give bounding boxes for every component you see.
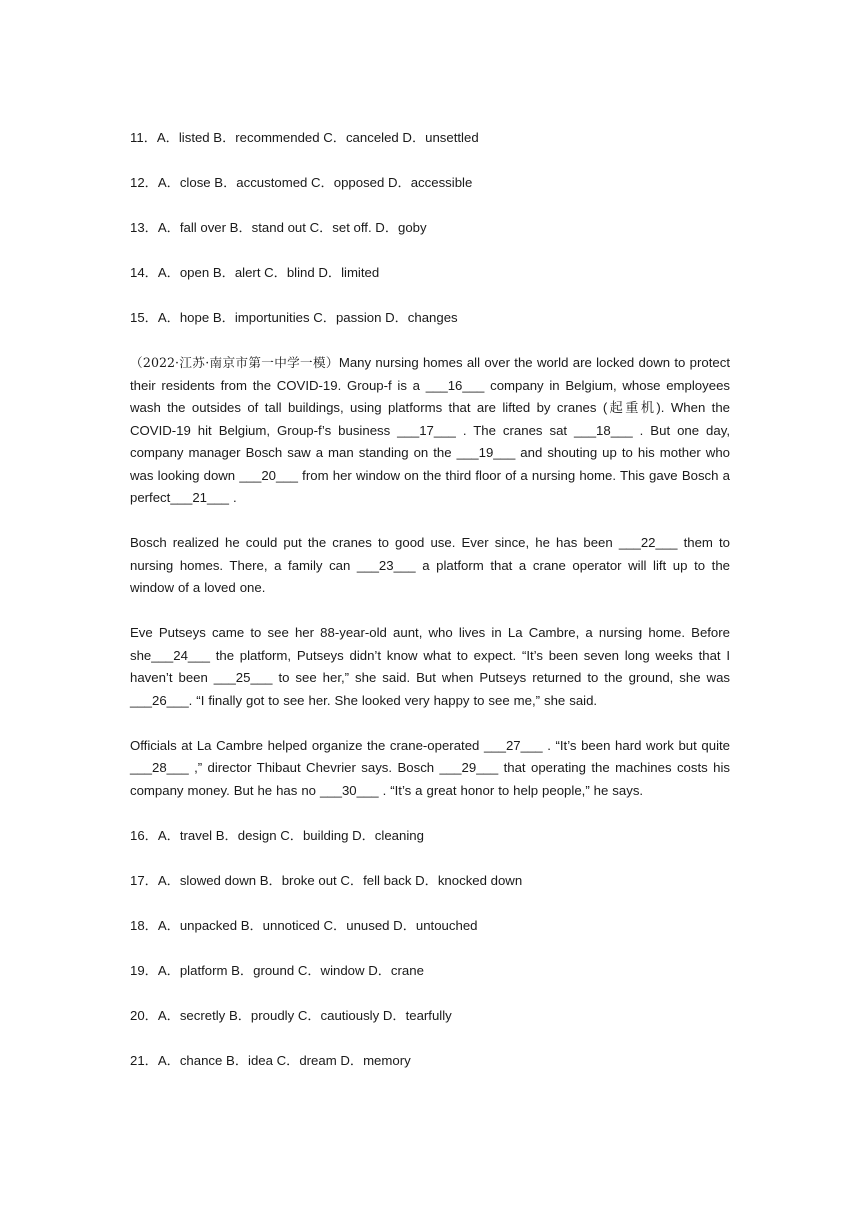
- question-options-20: 20．A．secretly B．proudly C．cautiously D．tearfully: [130, 1007, 452, 1023]
- passage-paragraph-1: [130, 352, 730, 510]
- question-options-14: 14．A．open B．alert C．blind D．limited: [130, 265, 380, 280]
- question-options-19: 19．A．platform B．ground C．window D．crane: [130, 962, 424, 978]
- question-options-12: 12．A．close B．accustomed C．opposed D．accessible: [130, 175, 473, 190]
- question-options-17: 17．A．slowed down B．broke out C．fell back D．knocked down: [130, 872, 523, 888]
- question-options-11: 11．A．listed B．recommended C．canceled D．unsettled: [130, 130, 479, 145]
- question-options-21: 21．A．chance B．idea C．dream D．memory: [130, 1052, 411, 1068]
- question-options-13: 13．A．fall over B．stand out C．set off. D．goby: [130, 220, 427, 235]
- question-options-16: 16．A．travel B．design C．building D．cleaning: [130, 827, 424, 843]
- passage-paragraph-3: Eve Putseys came to see her 88-year-old aunt, who lives in La Cambre, a nursing home. Before she___24___ the platform, Putseys didn’t know what to expect. “It’s been seven long weeks that I haven’t been ___25___ to see her,” she said. But when Putseys returned to the ground, she was ___26___. “I finally got to see her. She looked very happy to see me,” she said.: [130, 625, 730, 708]
- question-options-15: 15．A．hope B．importunities C．passion D．changes: [130, 310, 458, 325]
- question-options-18: 18．A．unpacked B．unnoticed C．unused D．untouched: [130, 917, 478, 933]
- document-content: [130, 127, 730, 1095]
- passage-paragraph-4: Officials at La Cambre helped organize the crane-operated ___27___ . “It’s been hard work but quite ___28___ ,” director Thibaut Chevrier says. Bosch ___29___ that operating the machines costs his company money. But he has no ___30___ . “It’s a great honor to help people,” he says.: [130, 737, 730, 798]
- passage-paragraph-1-text: Many nursing homes all over the world are locked down to protect their residents from the COVID-19. Group-f is a ___16___ company in Belgium, whose employees wash the outsides of tall buildings, using platforms that are lifted by cranes (起重机). When the COVID-19 hit Belgium, Group-f’s business ___17___ . The cranes sat ___18___ . But one day, company manager Bosch saw a man standing on the ___19___ and shouting up to his mother who was looking down ___20___ from her window on the third floor of a nursing home. This gave Bosch a perfect___21___ .: [130, 355, 730, 505]
- passage-paragraph-2: Bosch realized he could put the cranes to good use. Ever since, he has been ___22___ them to nursing homes. There, a family can ___23___ a platform that a crane operator will lift up to the window of a loved one.: [130, 535, 730, 595]
- passage-source: （2022·江苏·南京市第一中学一模）: [130, 355, 339, 370]
